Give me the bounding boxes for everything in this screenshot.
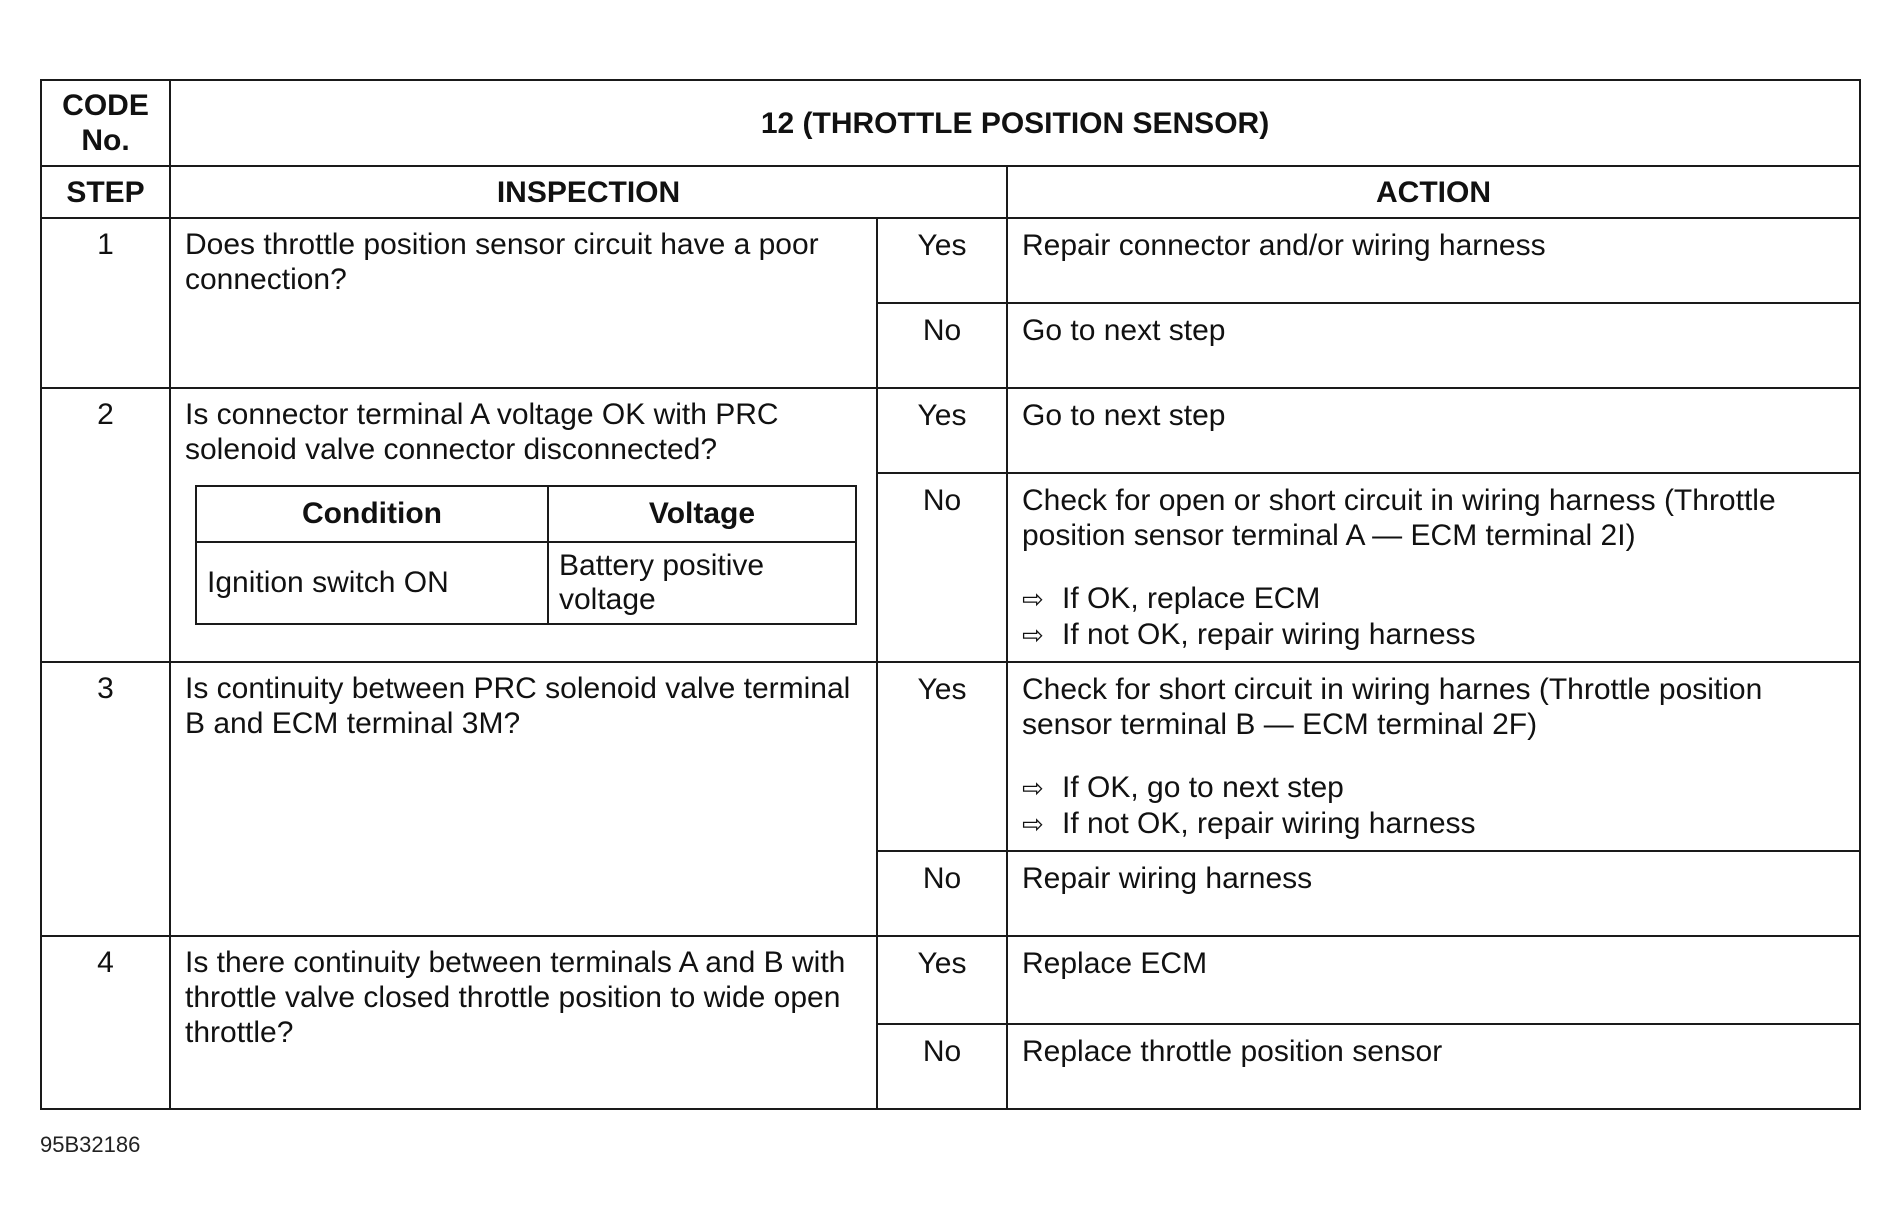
step-header: STEP bbox=[41, 166, 170, 218]
action-bullet: ⇨ If not OK, repair wiring harness bbox=[1022, 807, 1476, 840]
table-row bbox=[41, 662, 1860, 851]
table-row bbox=[41, 388, 1860, 473]
action-header: ACTION bbox=[1007, 166, 1860, 218]
step-number: 2 bbox=[41, 388, 170, 662]
arrow-right-outline-icon: ⇨ bbox=[1022, 773, 1044, 803]
table-row bbox=[41, 936, 1860, 1024]
step-number: 4 bbox=[41, 936, 170, 1109]
step-number: 3 bbox=[41, 662, 170, 936]
voltage-header: Voltage bbox=[548, 486, 856, 542]
no-label: No bbox=[877, 303, 1007, 388]
no-label: No bbox=[877, 851, 1007, 936]
header-row bbox=[41, 166, 1860, 218]
diagnostic-sheet bbox=[40, 79, 1859, 1110]
condition-value: Ignition switch ON bbox=[196, 542, 548, 624]
arrow-right-outline-icon: ⇨ bbox=[1022, 584, 1044, 614]
action-cell bbox=[1007, 473, 1860, 662]
table-row bbox=[41, 218, 1860, 303]
code-row bbox=[41, 80, 1860, 166]
inspection-cell bbox=[170, 388, 877, 662]
inspection-header: INSPECTION bbox=[170, 166, 1007, 218]
step-number: 1 bbox=[41, 218, 170, 388]
yes-label: Yes bbox=[877, 218, 1007, 303]
action-cell bbox=[1007, 662, 1860, 851]
action-text: Check for short circuit in wiring harnes (Throttle position sensor terminal B — ECM terminal 2F) bbox=[1022, 673, 1763, 741]
inspection-text: Is connector terminal A voltage OK with PRC solenoid valve connector disconnected? bbox=[185, 398, 779, 466]
inspection-text: Does throttle position sensor circuit have a poor connection? bbox=[170, 218, 877, 388]
action-bullet: ⇨ If not OK, repair wiring harness bbox=[1022, 618, 1476, 651]
arrow-right-outline-icon: ⇨ bbox=[1022, 620, 1044, 650]
figure-id: 95B32186 bbox=[40, 1132, 141, 1157]
yes-label: Yes bbox=[877, 662, 1007, 851]
action-text: Go to next step bbox=[1007, 303, 1860, 388]
action-text: Repair connector and/or wiring harness bbox=[1007, 218, 1860, 303]
yes-label: Yes bbox=[877, 388, 1007, 473]
no-label: No bbox=[877, 1024, 1007, 1109]
action-text: Check for open or short circuit in wiring harness (Throttle position sensor terminal A — ECM terminal 2I) bbox=[1022, 484, 1776, 552]
action-bullet: ⇨ If OK, replace ECM bbox=[1022, 582, 1321, 615]
condition-header: Condition bbox=[196, 486, 548, 542]
code-label: CODE No. bbox=[41, 80, 170, 166]
action-text: Go to next step bbox=[1007, 388, 1860, 473]
inspection-text: Is continuity between PRC solenoid valve terminal B and ECM terminal 3M? bbox=[170, 662, 877, 936]
action-bullet: ⇨ If OK, go to next step bbox=[1022, 771, 1344, 804]
arrow-right-outline-icon: ⇨ bbox=[1022, 809, 1044, 839]
voltage-value: Battery positive voltage bbox=[548, 542, 856, 624]
inspection-text: Is there continuity between terminals A and B with throttle valve closed throttle position to wide open throttle? bbox=[170, 936, 877, 1109]
condition-table bbox=[195, 485, 857, 625]
yes-label: Yes bbox=[877, 936, 1007, 1024]
action-text: Repair wiring harness bbox=[1007, 851, 1860, 936]
action-text: Replace throttle position sensor bbox=[1007, 1024, 1860, 1109]
action-text: Replace ECM bbox=[1007, 936, 1860, 1024]
code-title: 12 (THROTTLE POSITION SENSOR) bbox=[170, 80, 1860, 166]
diagnostic-table bbox=[40, 79, 1861, 1110]
no-label: No bbox=[877, 473, 1007, 662]
